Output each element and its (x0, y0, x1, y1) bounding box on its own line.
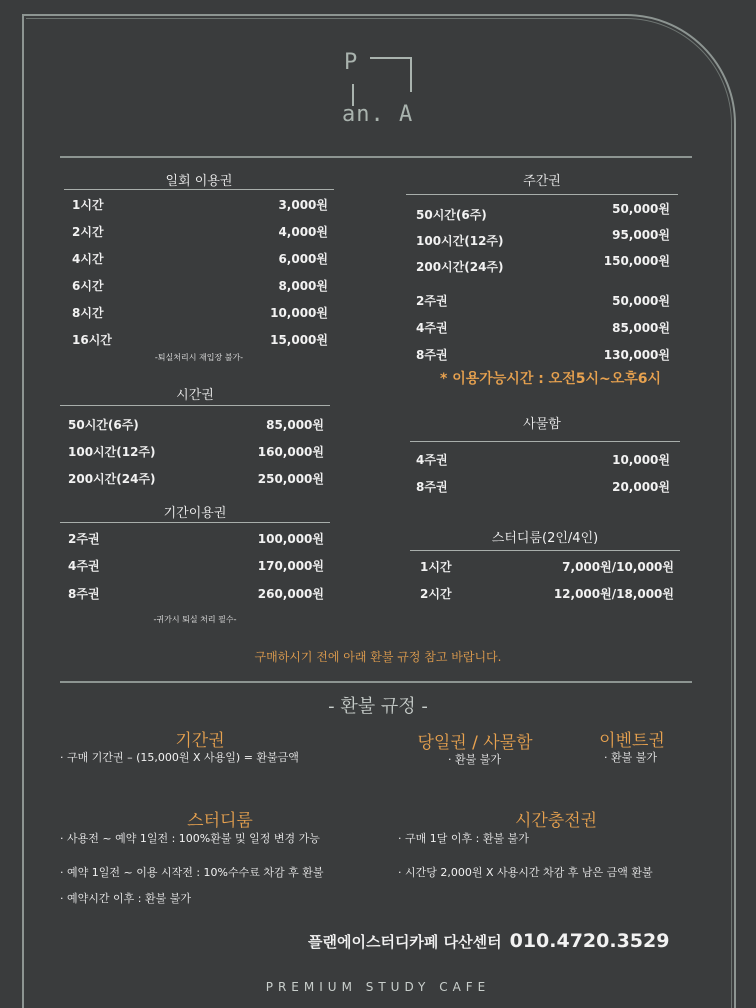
hourly-rule (60, 405, 330, 406)
refund-studyroom-line: · 사용전 ~ 예약 1일전 : 100%환불 및 일정 변경 가능 (60, 832, 320, 845)
hourly-price-row (68, 416, 324, 433)
item-label: 8시간 (72, 306, 104, 320)
item-label: 2주권 (416, 294, 448, 308)
item-price: 50,000원 (612, 202, 670, 216)
period-title: 기간이용권 (163, 506, 227, 521)
item-price: 260,000원 (257, 587, 324, 601)
store-name: 플랜에이스터디카페 다산센터 (308, 933, 502, 951)
item-label: 6시간 (72, 279, 104, 293)
studyroom-price-row (420, 558, 674, 575)
daily-price-row (72, 304, 328, 321)
refund-title: - 환불 규정 - (328, 696, 428, 717)
daily-price-row (72, 250, 328, 267)
item-price: 6,000원 (278, 252, 328, 266)
item-price: 15,000원 (270, 333, 328, 347)
item-label: 8주권 (68, 587, 100, 601)
daily-title: 일회 이용권 (165, 174, 233, 189)
period-price-row (68, 557, 324, 574)
refund-period-head: 기간권 (175, 731, 225, 751)
hourly-price-row (68, 443, 324, 460)
top-divider (60, 156, 692, 158)
item-label: 1시간 (420, 560, 452, 574)
studyroom-price-row (420, 585, 674, 602)
daily-price-row (72, 196, 328, 213)
item-label: 100시간(12주) (416, 234, 504, 248)
refund-divider (60, 681, 692, 683)
item-label: 8주권 (416, 480, 448, 494)
refund-sameday-line: · 환불 불가 (448, 753, 501, 766)
item-price: 170,000원 (257, 559, 324, 573)
item-price: 12,000원/18,000원 (553, 587, 674, 601)
locker-title: 사물함 (523, 417, 561, 432)
item-label: 4주권 (68, 559, 100, 573)
period-note: -귀가시 퇴실 처리 필수- (153, 615, 237, 624)
locker-rule (410, 441, 680, 442)
phone-number[interactable]: 010.4720.3529 (509, 930, 670, 952)
item-label: 2주권 (68, 532, 100, 546)
footer-tagline: PREMIUM STUDY CAFE (238, 980, 518, 994)
daily-price-row (72, 277, 328, 294)
refund-charge-head: 시간충전권 (514, 811, 598, 831)
item-label: 50시간(6주) (68, 418, 139, 432)
daily-price-row (72, 223, 328, 240)
weekday-price-row (416, 292, 670, 309)
item-label: 1시간 (72, 198, 104, 212)
item-price: 130,000원 (603, 348, 670, 362)
item-price: 50,000원 (612, 294, 670, 308)
item-price: 7,000원/10,000원 (562, 560, 674, 574)
daily-note: -퇴실처리시 재입장 불가- (154, 353, 244, 362)
item-price: 8,000원 (278, 279, 328, 293)
weekday-price-row (416, 346, 670, 363)
locker-price-row (416, 451, 670, 468)
logo-line-top (370, 57, 412, 59)
item-label: 200시간(24주) (416, 260, 504, 274)
weekday-price-row (416, 228, 670, 249)
item-price: 250,000원 (257, 472, 324, 486)
item-label: 16시간 (72, 333, 112, 347)
weekday-price-row (416, 319, 670, 336)
refund-event-head: 이벤트권 (599, 731, 665, 751)
item-price: 85,000원 (612, 321, 670, 335)
item-label: 8주권 (416, 348, 448, 362)
item-label: 200시간(24주) (68, 472, 156, 486)
refund-event-line: · 환불 불가 (604, 751, 657, 764)
logo-ana: an. A (342, 102, 414, 127)
weekday-rule (406, 194, 678, 195)
refund-studyroom-head: 스터디룸 (187, 811, 253, 831)
period-price-row (68, 585, 324, 602)
period-price-row (68, 530, 324, 547)
weekday-price-row (416, 202, 670, 223)
refund-sameday-head: 당일권 / 사물함 (417, 733, 533, 753)
locker-price-row (416, 478, 670, 495)
hourly-title: 시간권 (176, 388, 214, 403)
daily-price-row (72, 331, 328, 348)
weekday-price-row (416, 254, 670, 275)
refund-studyroom-line: · 예약시간 이후 : 환불 불가 (60, 892, 191, 905)
item-label: 100시간(12주) (68, 445, 156, 459)
item-price: 85,000원 (266, 418, 324, 432)
refund-studyroom-line: · 예약 1일전 ~ 이용 시작전 : 10%수수료 차감 후 환불 (60, 866, 324, 879)
refund-charge-line: · 시간당 2,000원 X 사용시간 차감 후 남은 금액 환불 (398, 866, 653, 879)
footer-contact (308, 930, 669, 952)
item-price: 95,000원 (612, 228, 670, 242)
item-label: 4주권 (416, 453, 448, 467)
logo (330, 48, 420, 128)
item-price: 10,000원 (270, 306, 328, 320)
item-label: 50시간(6주) (416, 208, 487, 222)
logo-p: P (344, 50, 358, 75)
item-price: 160,000원 (257, 445, 324, 459)
item-price: 100,000원 (257, 532, 324, 546)
item-price: 4,000원 (278, 225, 328, 239)
item-price: 20,000원 (612, 480, 670, 494)
hourly-price-row (68, 470, 324, 487)
item-label: 2시간 (420, 587, 452, 601)
item-price: 150,000원 (603, 254, 670, 268)
purchase-notice: 구매하시기 전에 아래 환불 규정 참고 바랍니다. (254, 650, 502, 664)
studyroom-title: 스터디룸(2인/4인) (491, 531, 599, 546)
item-label: 2시간 (72, 225, 104, 239)
period-rule (60, 522, 330, 523)
weekday-title: 주간권 (523, 174, 561, 189)
item-price: 10,000원 (612, 453, 670, 467)
daily-rule (64, 189, 334, 190)
logo-line-right (410, 57, 412, 92)
item-label: 4주권 (416, 321, 448, 335)
refund-period-line: · 구매 기간권 – (15,000원 X 사용일) = 환불금액 (60, 751, 299, 764)
studyroom-rule (410, 550, 680, 551)
item-label: 4시간 (72, 252, 104, 266)
item-price: 3,000원 (278, 198, 328, 212)
refund-charge-line: · 구매 1달 이후 : 환불 불가 (398, 832, 529, 845)
weekday-hours-note: * 이용가능시간 : 오전5시~오후6시 (440, 371, 662, 387)
